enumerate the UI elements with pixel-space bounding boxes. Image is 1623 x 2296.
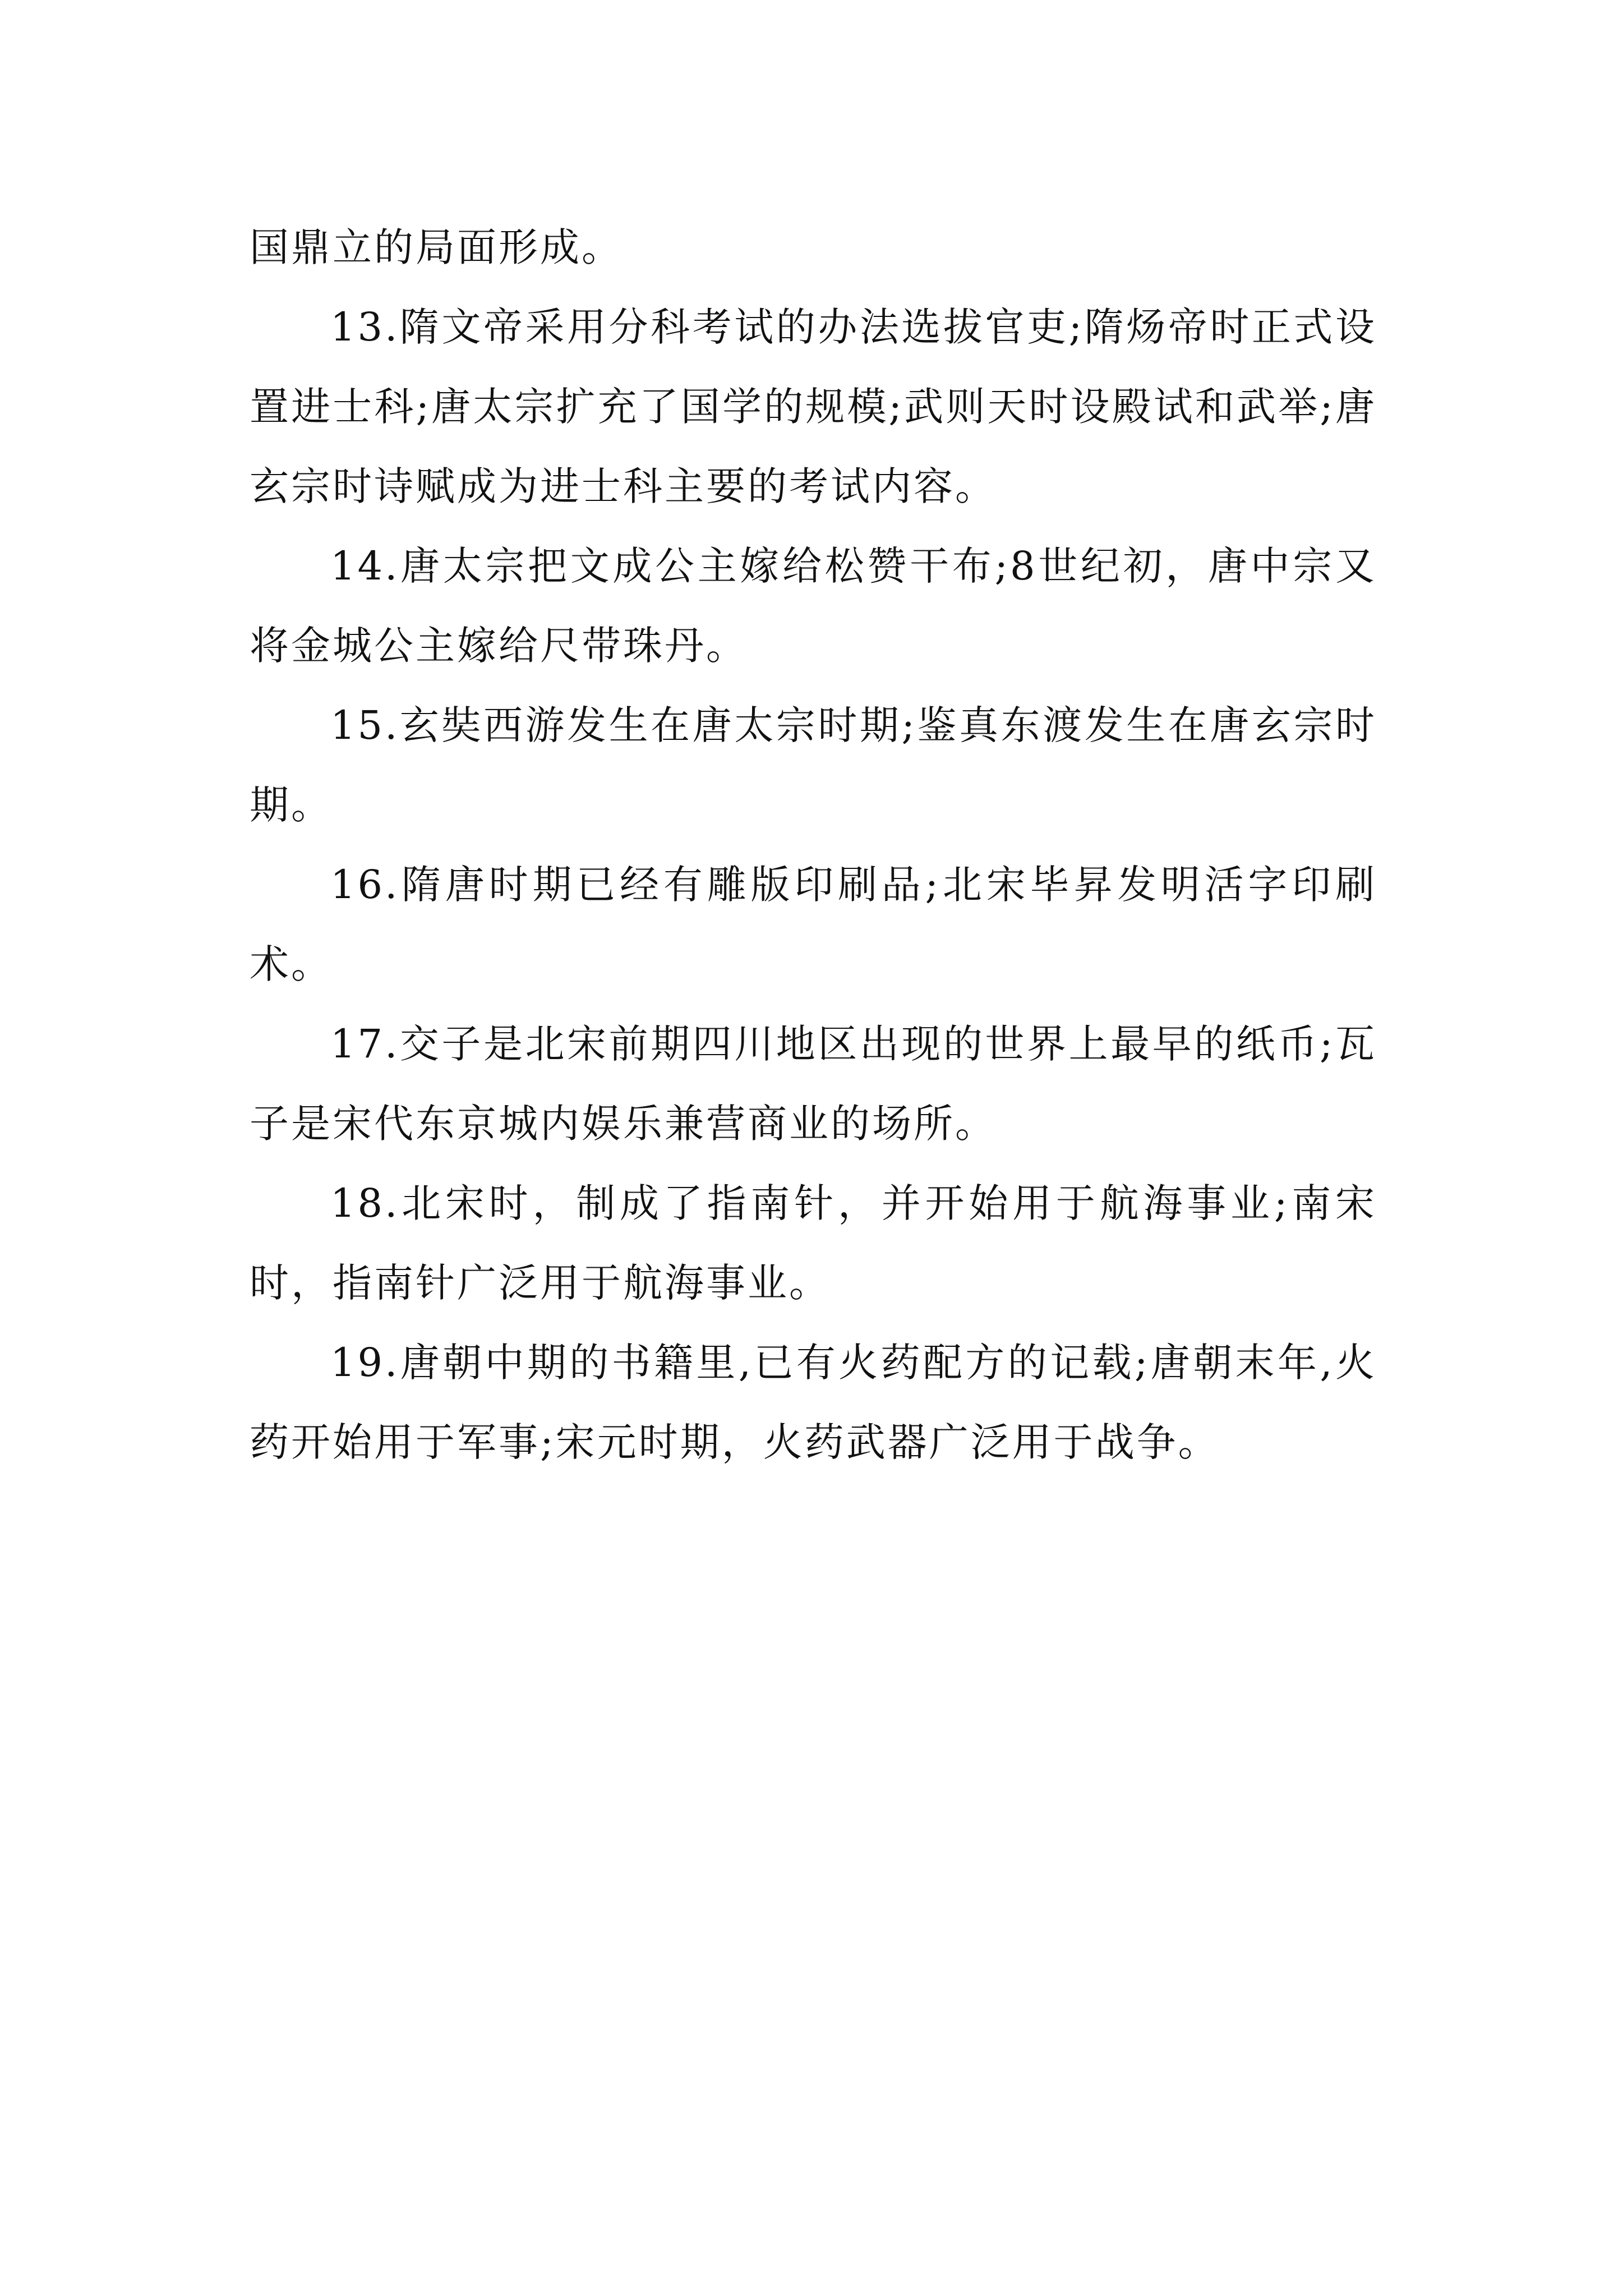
- paragraph-item-18: 18.北宋时，制成了指南针，并开始用于航海事业;南宋时，指南针广泛用于航海事业。: [250, 1180, 1377, 1306]
- document-body: [250, 208, 1377, 1482]
- paragraph-item-19: 19.唐朝中期的书籍里,已有火药配方的记载;唐朝末年,火药开始用于军事;宋元时期，火药武器广泛用于战争。: [250, 1340, 1377, 1465]
- paragraph-item-15: 15.玄奘西游发生在唐太宗时期;鉴真东渡发生在唐玄宗时期。: [250, 702, 1377, 828]
- paragraph-item-17: 17.交子是北宋前期四川地区出现的世界上最早的纸币;瓦子是宋代东京城内娱乐兼营商业的场所。: [250, 1021, 1377, 1147]
- paragraph-item-14: 14.唐太宗把文成公主嫁给松赞干布;8世纪初，唐中宗又将金城公主嫁给尺带珠丹。: [250, 543, 1377, 669]
- paragraph-item-16: 16.隋唐时期已经有雕版印刷品;北宋毕昇发明活字印刷术。: [250, 862, 1377, 987]
- paragraph-item-13: 13.隋文帝采用分科考试的办法选拔官吏;隋炀帝时正式设置进士科;唐太宗扩充了国学的规模;武则天时设殿试和武举;唐玄宗时诗赋成为进士科主要的考试内容。: [250, 304, 1377, 509]
- paragraph-continuation: 国鼎立的局面形成。: [250, 224, 623, 270]
